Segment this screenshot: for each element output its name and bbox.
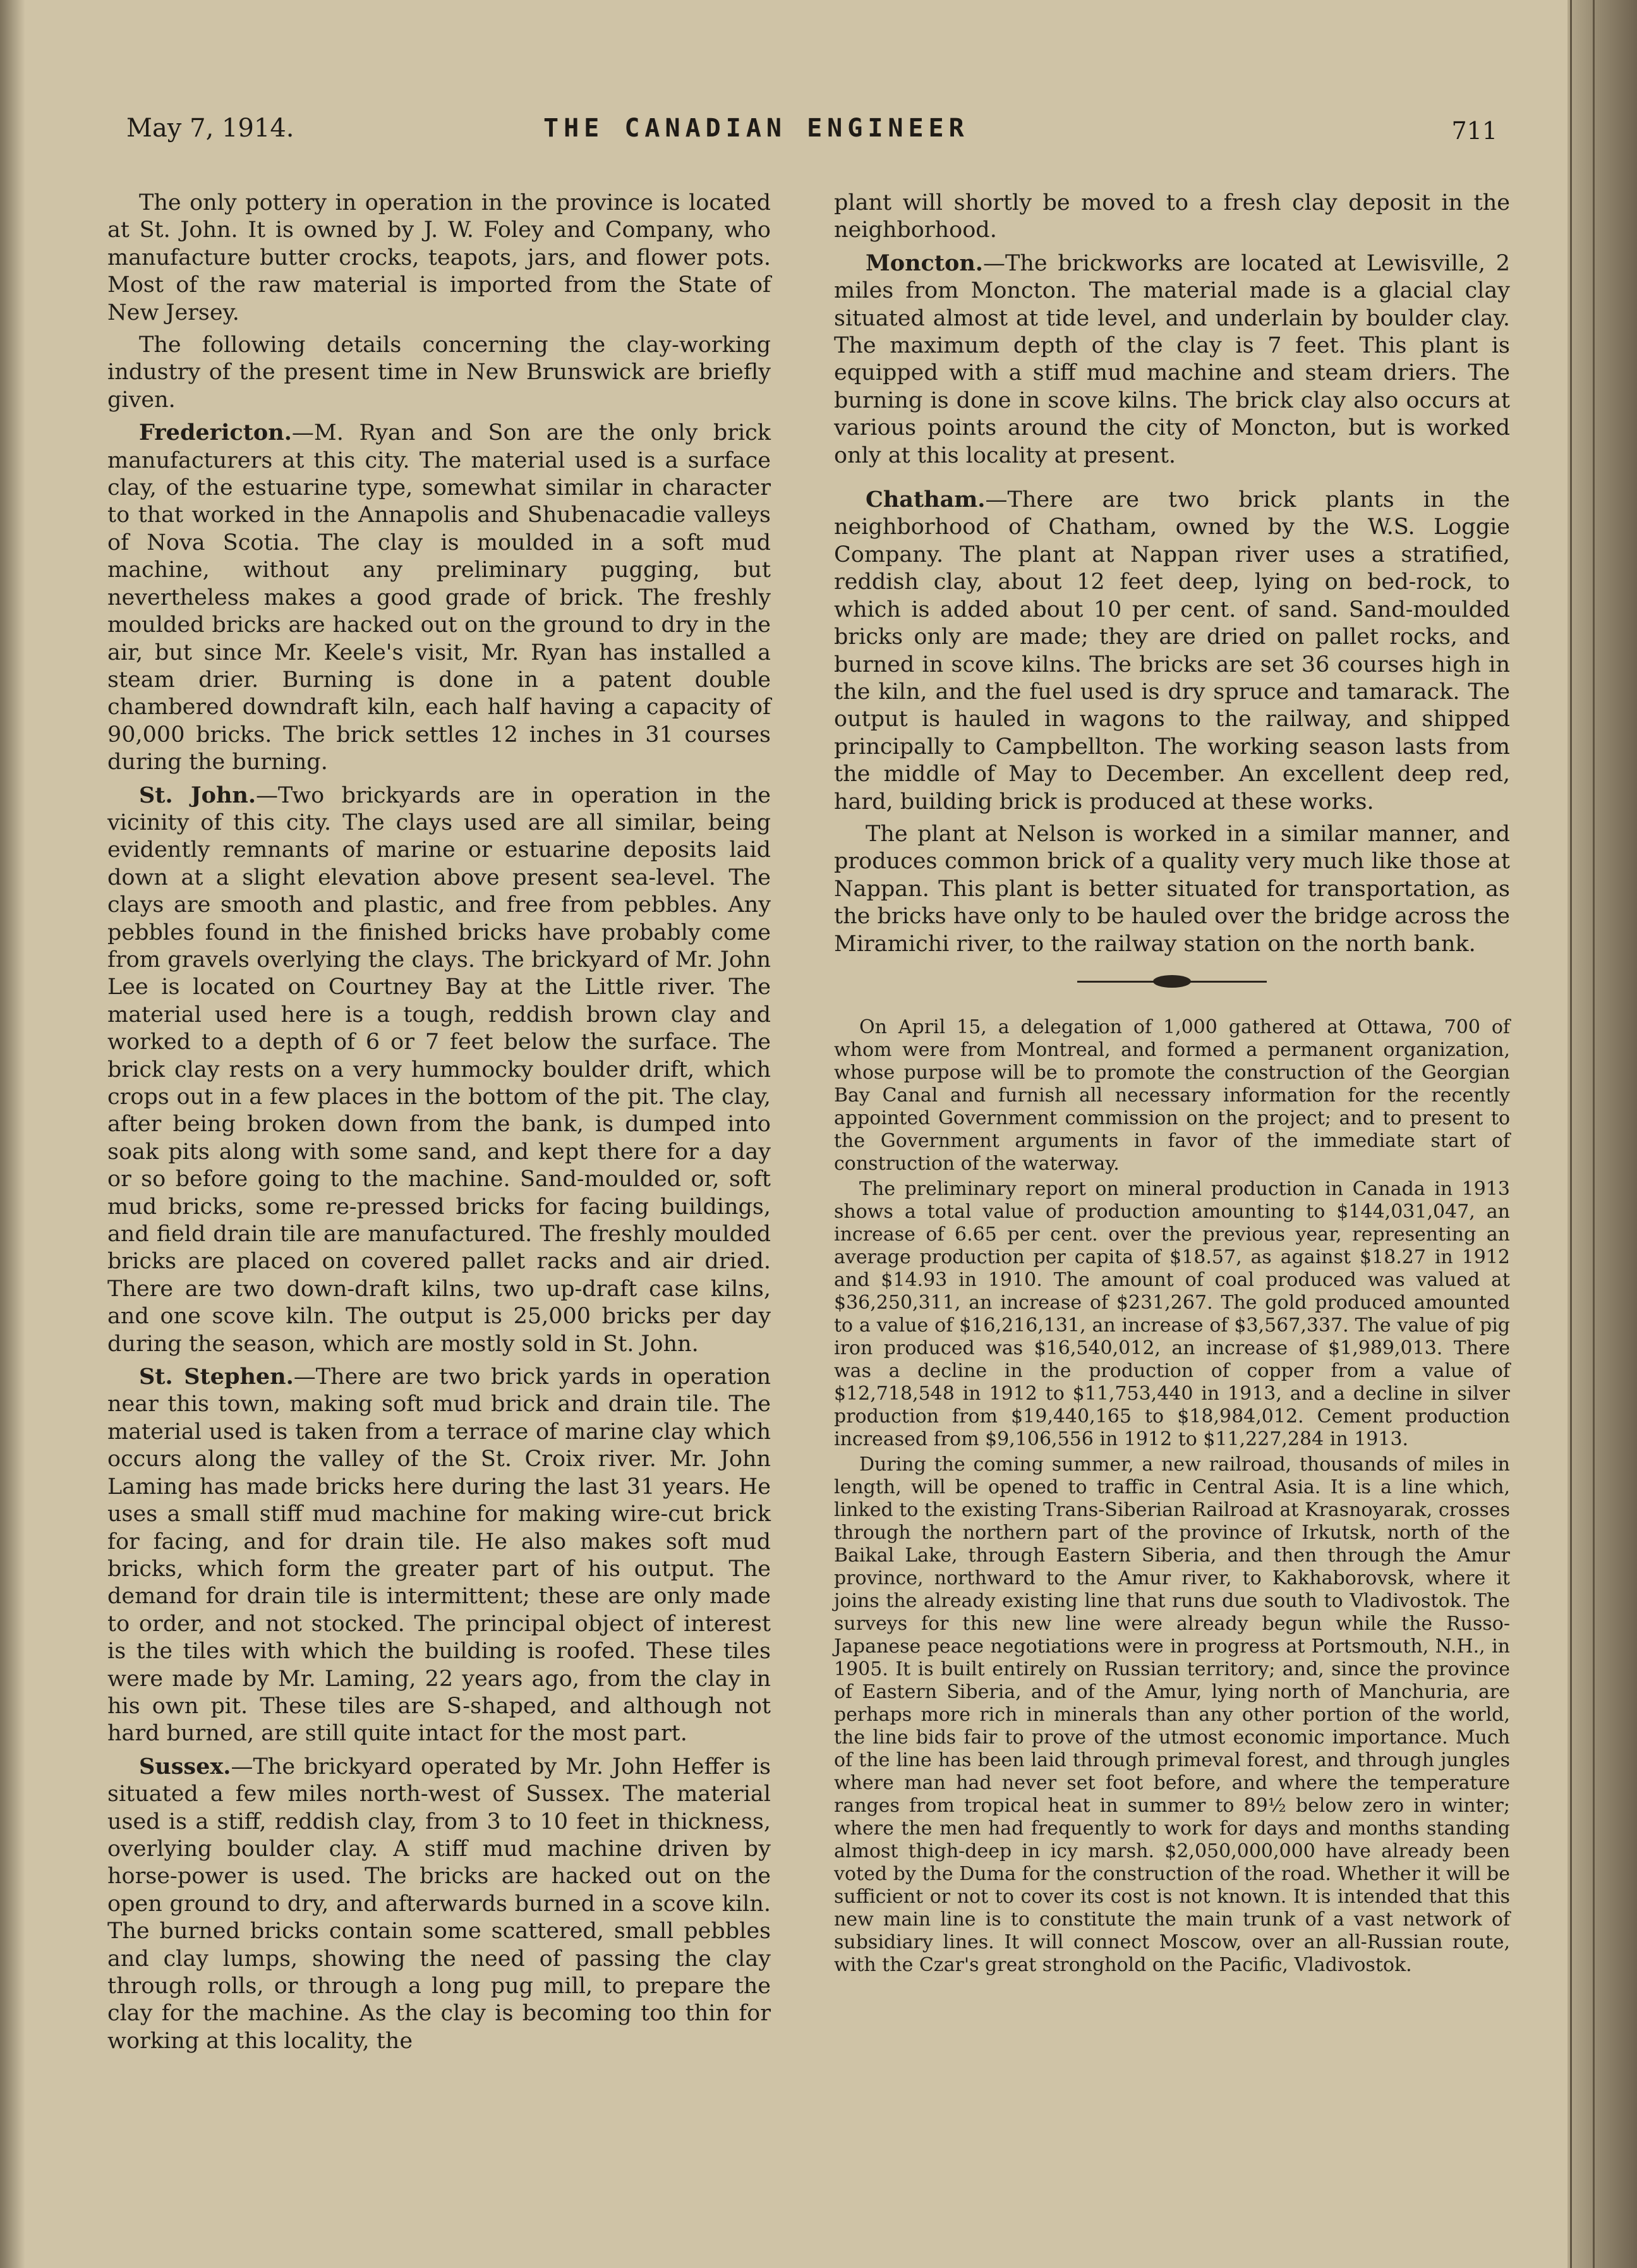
news-item-georgian-bay: On April 15, a delegation of 1,000 gathered at Ottawa, 700 of whom were from Montreal, and formed a permanent organization, whose purpose will be to promote the construction of the Georgian Bay Canal and furnish all necessary information for the recently appointed Government commission on the project; and to present to the Government arguments in favor of the immediate start of construction of the waterway. [834,1016,1510,1175]
book-binding-edge [1568,0,1637,2268]
running-header [126,107,1523,158]
binding-line [1593,0,1595,2268]
section-divider-ornament [1077,972,1267,991]
section-fredericton [107,419,771,776]
section-sussex [107,1753,771,2055]
section-text: —Two brickyards are in operation in the vicinity of this city. The clays used are all similar, being evidently remnants of marine or estuarine deposits laid down at a slight elevation above present sea-level. The clays are smooth and plastic, and free from pebbles. Any pebbles found in the finished bricks have probably come from gravels overlying the clays. The brickyard of Mr. John Lee is located on Courtney Bay at the Little river. The material used here is a tough, reddish brown clay and worked to a depth of 6 or 7 feet below the surface. The brick clay rests on a very hummocky boulder drift, which crops out in a few places in the bottom of the pit. The clay, after being broken down from the bank, is dumped into soak pits along with some sand, and kept there for a day or so before going to the machine. Sand-moulded or, soft mud bricks, some re-pressed bricks for facing buildings, and field drain tile are manufactured. The freshly moulded bricks are placed on covered pallet racks and air dried. There are two down-draft kilns, two up-draft case kilns, and one scove kiln. The output is 25,000 bricks per day during the season, which are mostly sold in St. John. [107,782,771,1357]
paragraph-intro: The following details concerning the clay-working industry of the present time in New Brunswick are briefly given. [107,332,771,413]
section-text: —There are two brick yards in operation near this town, making soft mud brick and drain tile. The material used is taken from a terrace of marine clay which occurs along the valley of the St. Croix river. Mr. John Laming has made bricks here during the last 31 years. He uses a small stiff mud machine for making wire-cut brick for facing, and for drain tile. He also makes soft mud bricks, which form the greater part of his output. The demand for drain tile is intermittent; these are only made to order, and not stocked. The principal object of interest is the tiles with which the building is roofed. These tiles were made by Mr. Laming, 22 years ago, from the clay in his own pit. These tiles are S-shaped, and although not hard burned, are still quite intact for the most part. [107,1364,771,1747]
section-text: —The brickyard operated by Mr. John Heffer is situated a few miles north-west of Sussex. The material used is a stiff, reddish clay, from 3 to 10 feet in thickness, overlying boulder clay. A stiff mud machine driven by horse-power is used. The bricks are hacked out on the open ground to dry, and afterwards burned in a scove kiln. The burned bricks contain some scattered, small pebbles and clay lumps, showing the need of passing the clay through rolls, or through a long pug mill, to prepare the clay for the machine. As the clay is becoming too thin for working at this locality, the [107,1754,771,2054]
left-column [107,190,771,2055]
section-st-stephen [107,1363,771,1748]
section-heading: St. Stephen. [139,1364,294,1390]
paragraph-pottery: The only pottery in operation in the province is located at St. John. It is owned by J. W. Foley and Company, who manufacture butter crocks, teapots, jars, and flower pots. Most of the raw material is imported from the State of New Jersey. [107,190,771,325]
section-text: —M. Ryan and Son are the only brick manufacturers at this city. The material used is a surface clay, of the estuarine type, somewhat similar in character to that worked in the Annapolis and Shubenacadie valleys of Nova Scotia. The clay is moulded in a soft mud machine, without any preliminary pugging, but nevertheless makes a good grade of brick. The freshly moulded bricks are hacked out on the ground to dry in the air, but since Mr. Keele's visit, Mr. Ryan has installed a steam drier. Burning is done in a patent double chambered downdraft kiln, each half having a capacity of 90,000 bricks. The brick settles 12 inches in 31 courses during the burning. [107,420,771,775]
section-moncton [834,250,1510,470]
news-item-siberian-railroad: During the coming summer, a new railroad, thousands of miles in length, will be opened to traffic in Central Asia. It is a line which, linked to the existing Trans-Siberian Railroad at Krasnoyarak, crosses through the northern part of the province of Irkutsk, north of the Baikal Lake, through Eastern Siberia, and then through the Amur province, northward to the Amur river, to Kakhaborovsk, where it joins the already existing line that runs due south to Vladivostok. The surveys for this new line were already begun while the Russo-Japanese peace negotiations were in progress at Portsmouth, N.H., in 1905. It is built entirely on Russian territory; and, since the province of Eastern Siberia, and of the Amur, lying north of Manchuria, are perhaps more rich in minerals than any other portion of the world, the line bids fair to prove of the utmost economic importance. Much of the line has been laid through primeval forest, and through jungles where man had never set foot before, and where the temperature ranges from tropical heat in summer to 89½ below zero in winter; where the men had frequently to work for days and months standing almost thigh-deep in icy marsh. $2,050,000,000 have already been voted by the Duma for the construction of the road. Whether it will be sufficient or not to cover its cost is not known. It is intended that this new main line is to constitute the main trunk of a vast network of subsidiary lines. It will connect Moscow, over an all-Russian route, with the Czar's great stronghold on the Pacific, Vladivostok. [834,1453,1510,1976]
page-gutter-shadow [0,0,25,2268]
binding-line [1570,0,1572,2268]
right-column [834,190,1510,1977]
section-heading: Moncton. [866,250,983,276]
section-heading: Fredericton. [139,420,292,446]
section-heading: St. John. [139,782,257,808]
news-items [834,1016,1510,1977]
section-text: —The brickworks are located at Lewisville, 2 miles from Moncton. The material made is a glacial clay situated almost at tide level, and underlain by boulder clay. The maximum depth of the clay is 7 feet. This plant is equipped with a stiff mud machine and steam driers. The burning is done in scove kilns. The brick clay also occurs at various points around the city of Moncton, but is worked only at this locality at present. [834,250,1510,468]
section-heading: Sussex. [139,1753,231,1780]
section-text: —There are two brick plants in the neighborhood of Chatham, owned by the W.S. Loggie Company. The plant at Nappan river uses a stratified, reddish clay, about 12 feet deep, lying on bed-rock, to which is added about 10 per cent. of sand. Sand-moulded bricks only are made; they are dried on pallet rocks, and burned in scove kilns. The bricks are set 36 courses high in the kiln, and the fuel used is dry spruce and tamarack. The output is hauled in wagons to the railway, and shipped principally to Campbellton. The working season lasts from the middle of May to December. An excellent deep red, hard, building brick is produced at these works. [834,487,1510,815]
section-st-john [107,782,771,1359]
news-item-mineral-production: The preliminary report on mineral production in Canada in 1913 shows a total value of production amounting to $144,031,047, an increase of 6.65 per cent. over the previous year, representing an average production per capita of $18.57, as against $18.27 in 1912 and $14.93 in 1910. The amount of coal produced was valued at $36,250,311, an increase of $231,267. The gold produced amounted to a value of $16,216,131, an increase of $3,567,337. The value of pig iron produced was $16,540,012, an increase of $1,989,013. There was a decline in the production of copper from a value of $12,718,548 in 1912 to $11,753,440 in 1913, and a decline in silver production from $19,440,165 to $18,984,012. Cement production increased from $9,106,556 in 1912 to $11,227,284 in 1913. [834,1177,1510,1450]
page-number: 711 [1451,117,1497,145]
paragraph-continuation: plant will shortly be moved to a fresh clay deposit in the neighborhood. [834,190,1510,243]
paragraph-nelson: The plant at Nelson is worked in a similar manner, and produces common brick of a quality very much like those at Nappan. This plant is better situated for transportation, as the bricks have only to be hauled over the bridge across the Miramichi river, to the railway station on the north bank. [834,821,1510,957]
section-chatham [834,486,1510,816]
issue-date: May 7, 1914. [126,114,294,143]
journal-title: THE CANADIAN ENGINEER [543,114,969,143]
section-heading: Chatham. [866,487,986,513]
